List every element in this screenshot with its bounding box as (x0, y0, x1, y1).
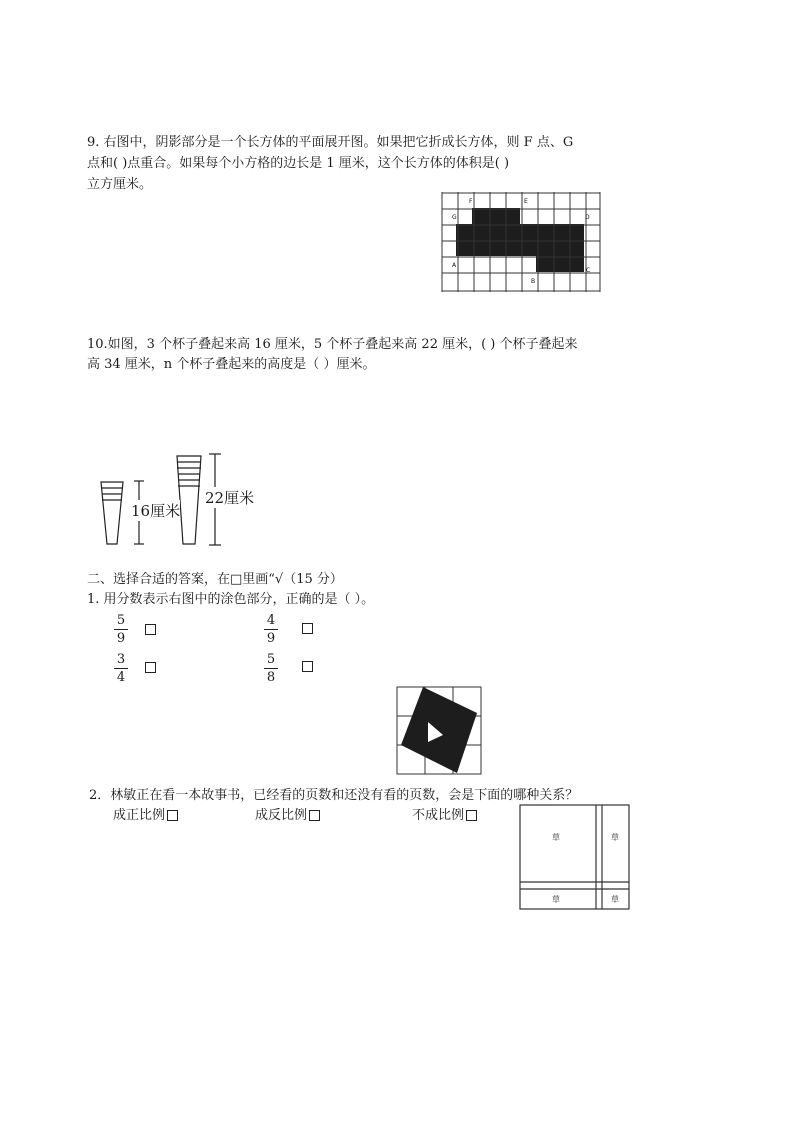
lawn-label-right: 草 (611, 833, 619, 842)
denominator: 8 (266, 670, 276, 685)
fraction-option-5-9 (114, 613, 128, 646)
lawn-label-bottom: 草 (552, 895, 560, 904)
small-stack-height-label: 16厘米 (131, 502, 181, 520)
q10-line1: 10.如图，3 个杯子叠起来高 16 厘米，5 个杯子叠起来高 22 厘米，( ) 个杯子叠起来 (87, 337, 578, 352)
label-c: C (586, 267, 591, 274)
s2-q1-text: 1. 用分数表示右图中的涂色部分，正确的是（ ）。 (87, 592, 375, 607)
small-cup-stack (101, 482, 123, 544)
checkbox-5-8[interactable] (302, 661, 313, 672)
denominator: 9 (266, 631, 276, 646)
s2-q2-text: 2．林敏正在看一本故事书，已经看的页数和还没有看的页数，会是下面的哪种关系？ (89, 788, 579, 803)
q9-line1: 9. 右图中，阴影部分是一个长方体的平面展开图。如果把它折成长方体，则 F 点、G (87, 135, 574, 150)
checkbox-5-9[interactable] (145, 624, 156, 635)
checkbox[interactable] (466, 810, 477, 821)
checkbox-3-4[interactable] (145, 662, 156, 673)
label-d: D (585, 214, 590, 221)
label-b: B (531, 278, 536, 285)
numerator: 5 (266, 652, 276, 667)
checkbox-4-9[interactable] (302, 623, 313, 634)
option-label: 不成比例 (412, 808, 465, 823)
label-g: G (452, 214, 457, 221)
large-stack-height-label: 22厘米 (205, 489, 255, 507)
denominator: 9 (116, 631, 126, 646)
q9-line3: 立方厘米。 (87, 177, 153, 192)
checkbox[interactable] (167, 810, 178, 821)
label-f: F (469, 198, 473, 205)
tilted-square-figure (395, 685, 485, 777)
lawn-label-corner: 草 (611, 895, 619, 904)
q9-line2: 点和( )点重合。如果每个小方格的边长是 1 厘米，这个长方体的体积是( ) (87, 156, 510, 171)
denominator: 4 (116, 670, 126, 685)
section2-heading: 二、选择合适的答案，在□里画“√（15 分） (87, 572, 343, 587)
shaded-net (456, 208, 584, 272)
fraction-option-3-4 (114, 652, 128, 685)
q10-line2: 高 34 厘米，n 个杯子叠起来的高度是（ ）厘米。 (87, 357, 376, 372)
numerator: 3 (116, 652, 126, 667)
option-not-proportional[interactable] (412, 806, 477, 826)
fraction-option-5-8 (264, 652, 278, 685)
numerator: 4 (266, 613, 276, 628)
option-direct-proportion[interactable] (113, 806, 178, 826)
lawn-label-main: 草 (552, 833, 560, 842)
net-grid-figure (440, 192, 602, 295)
lawn-figure (518, 803, 632, 911)
option-label: 成反比例 (255, 808, 308, 823)
label-e: E (524, 198, 528, 205)
numerator: 5 (116, 613, 126, 628)
checkbox[interactable] (309, 810, 320, 821)
fraction-option-4-9 (264, 613, 278, 646)
large-cup-stack (177, 456, 201, 544)
option-inverse-proportion[interactable] (255, 806, 320, 826)
option-label: 成正比例 (113, 808, 166, 823)
label-a: A (452, 262, 457, 269)
shaded-square (401, 687, 477, 773)
